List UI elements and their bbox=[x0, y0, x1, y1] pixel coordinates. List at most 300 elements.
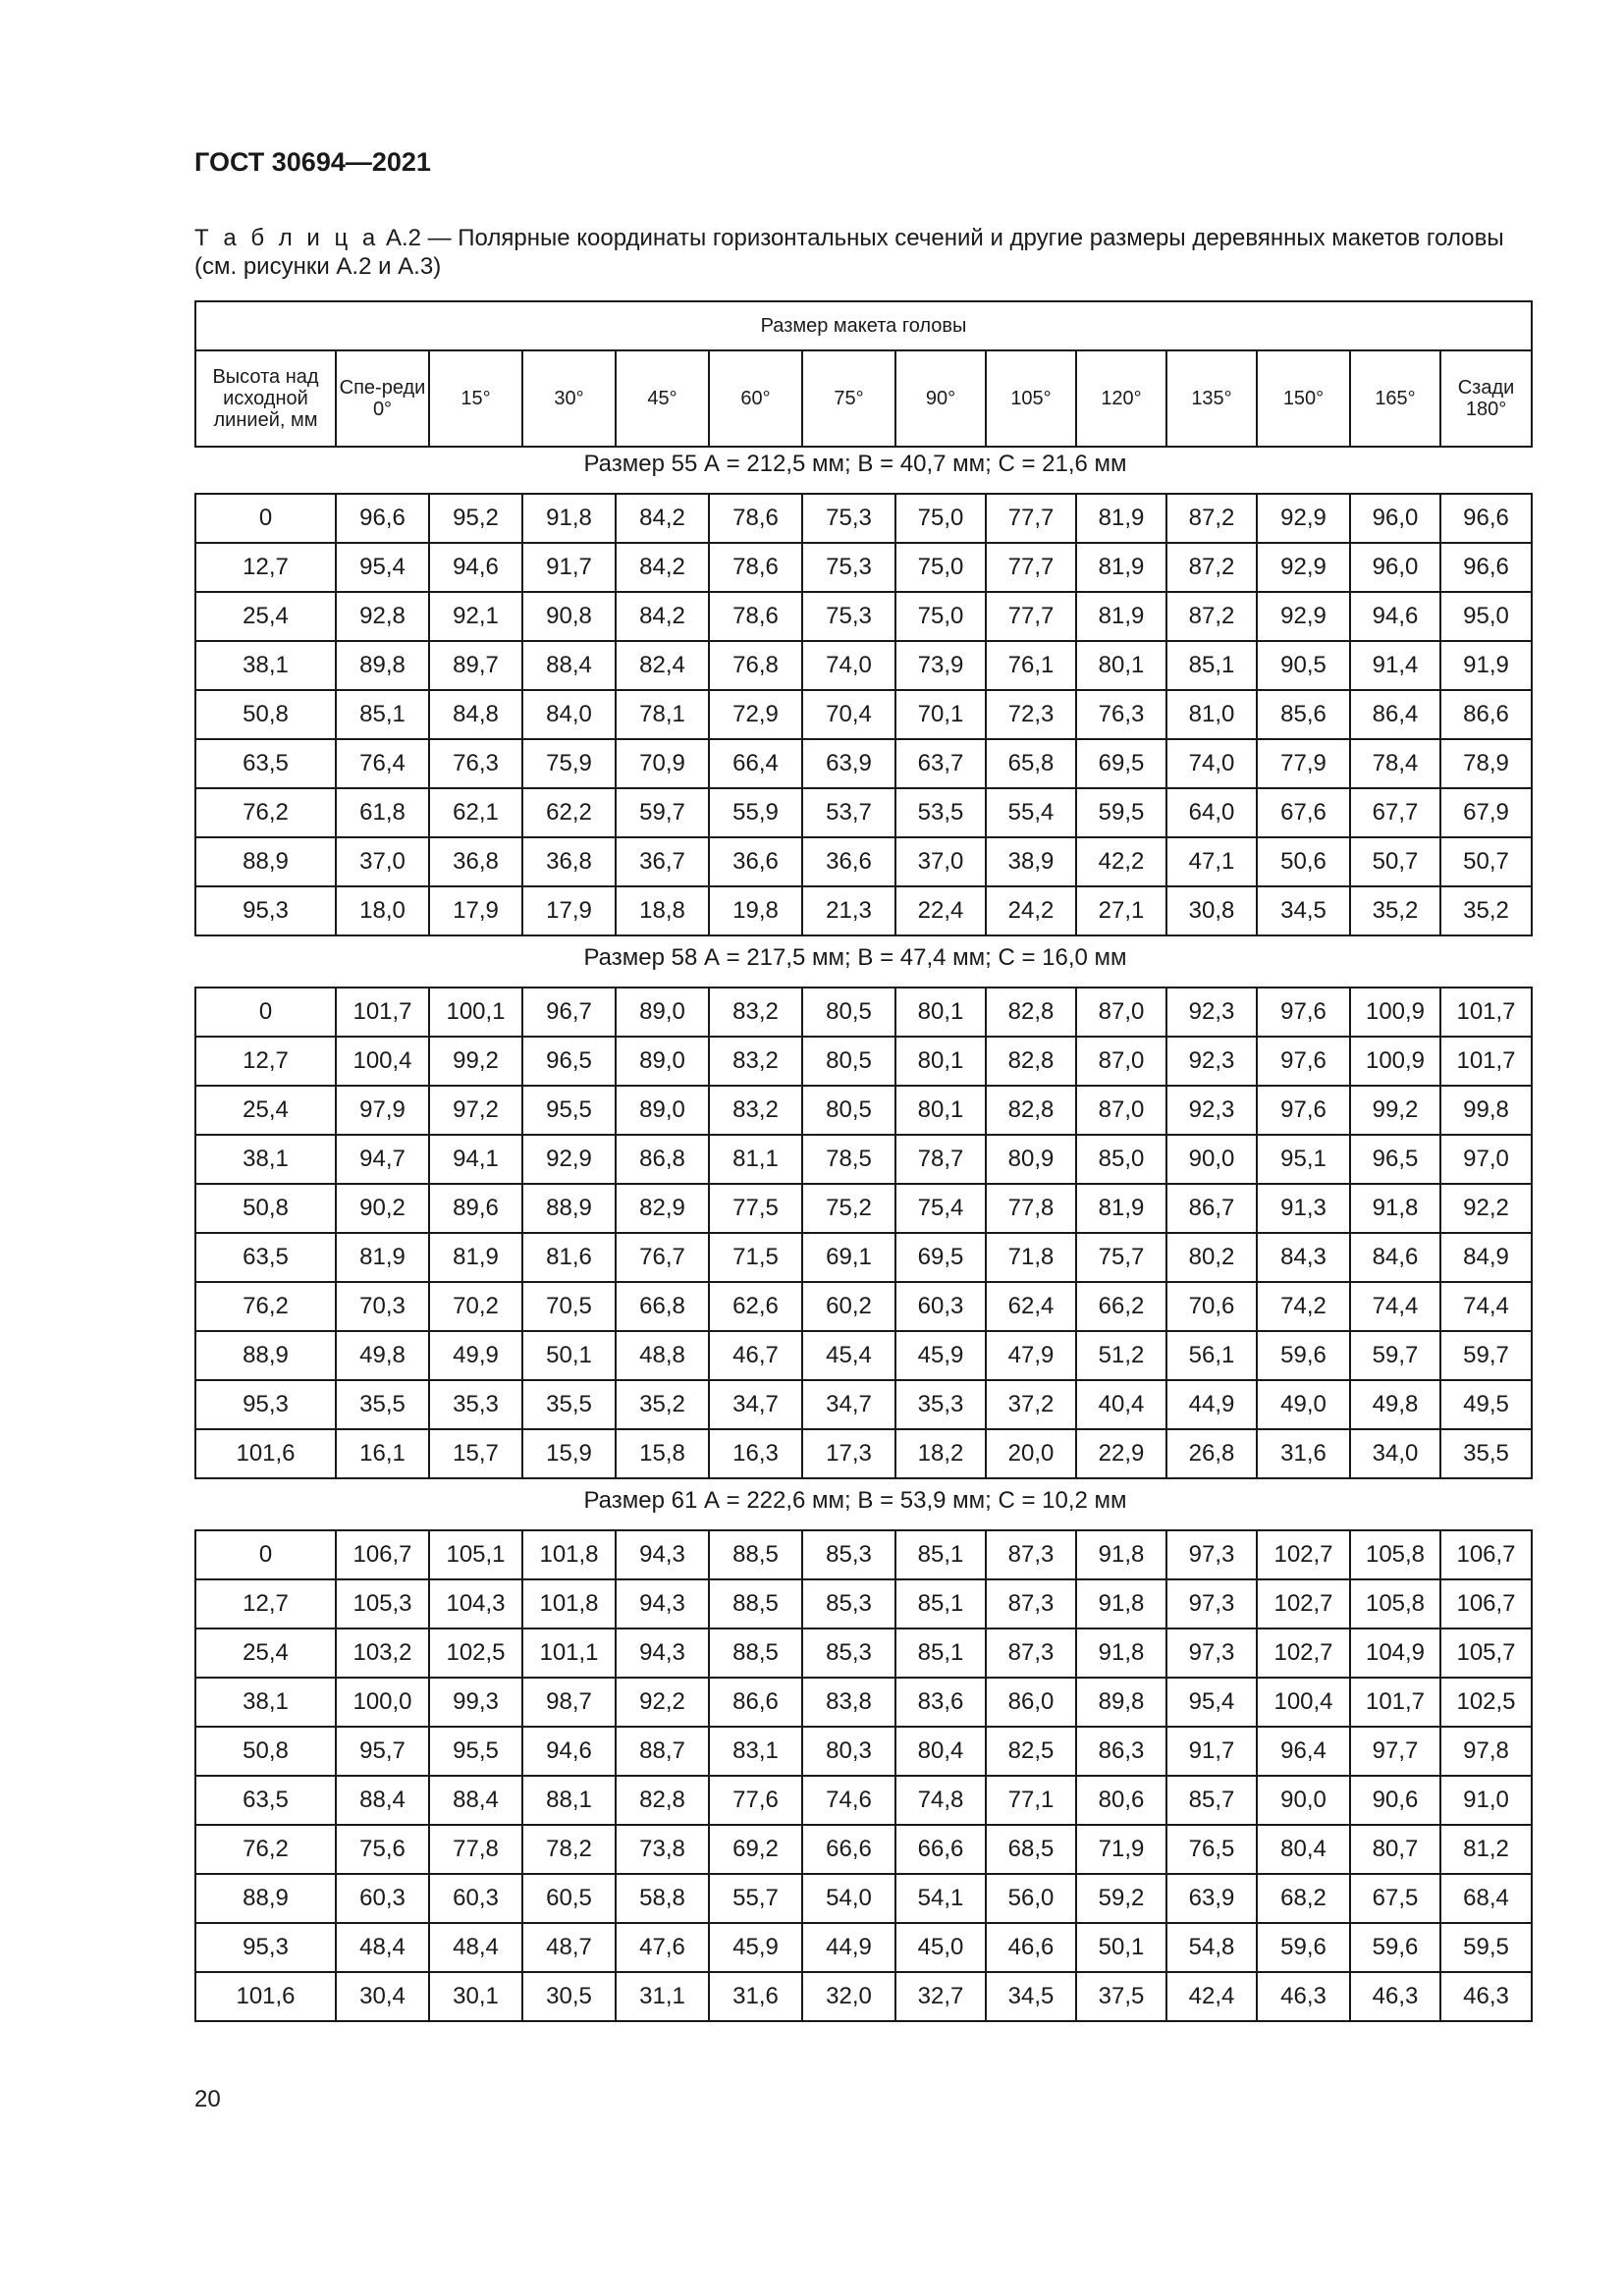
value-cell: 97,7 bbox=[1350, 1727, 1440, 1776]
value-cell: 97,0 bbox=[1440, 1135, 1532, 1184]
value-cell: 47,6 bbox=[616, 1923, 709, 1972]
value-cell: 59,6 bbox=[1350, 1923, 1440, 1972]
value-cell: 61,8 bbox=[336, 788, 429, 837]
value-cell: 90,0 bbox=[1166, 1135, 1257, 1184]
value-cell: 77,6 bbox=[709, 1776, 802, 1825]
value-cell: 55,4 bbox=[986, 788, 1076, 837]
value-cell: 54,8 bbox=[1166, 1923, 1257, 1972]
value-cell: 97,6 bbox=[1257, 1086, 1350, 1135]
value-cell: 30,5 bbox=[522, 1972, 616, 2021]
value-cell: 84,9 bbox=[1440, 1233, 1532, 1282]
column-header: 15° bbox=[429, 350, 522, 447]
value-cell: 66,8 bbox=[616, 1282, 709, 1331]
value-cell: 70,3 bbox=[336, 1282, 429, 1331]
value-cell: 36,6 bbox=[802, 837, 895, 886]
value-cell: 58,8 bbox=[616, 1874, 709, 1923]
value-cell: 78,9 bbox=[1440, 739, 1532, 788]
column-header: 150° bbox=[1257, 350, 1350, 447]
table-row bbox=[195, 1135, 1532, 1184]
value-cell: 72,3 bbox=[986, 690, 1076, 739]
value-cell: 91,3 bbox=[1257, 1184, 1350, 1233]
value-cell: 101,8 bbox=[522, 1579, 616, 1629]
value-cell: 78,5 bbox=[802, 1135, 895, 1184]
value-cell: 96,6 bbox=[336, 494, 429, 543]
height-cell: 76,2 bbox=[195, 1282, 336, 1331]
value-cell: 85,1 bbox=[336, 690, 429, 739]
value-cell: 35,5 bbox=[1440, 1429, 1532, 1478]
table-caption bbox=[194, 224, 1530, 281]
value-cell: 80,3 bbox=[802, 1727, 895, 1776]
value-cell: 34,7 bbox=[802, 1380, 895, 1429]
value-cell: 53,7 bbox=[802, 788, 895, 837]
height-cell: 88,9 bbox=[195, 1874, 336, 1923]
value-cell: 83,2 bbox=[709, 1037, 802, 1086]
value-cell: 60,5 bbox=[522, 1874, 616, 1923]
value-cell: 86,4 bbox=[1350, 690, 1440, 739]
value-cell: 74,4 bbox=[1350, 1282, 1440, 1331]
value-cell: 95,4 bbox=[1166, 1678, 1257, 1727]
value-cell: 46,6 bbox=[986, 1923, 1076, 1972]
value-cell: 100,4 bbox=[1257, 1678, 1350, 1727]
value-cell: 62,2 bbox=[522, 788, 616, 837]
value-cell: 49,8 bbox=[1350, 1380, 1440, 1429]
value-cell: 91,8 bbox=[1350, 1184, 1440, 1233]
value-cell: 85,3 bbox=[802, 1579, 895, 1629]
height-cell: 76,2 bbox=[195, 788, 336, 837]
value-cell: 74,6 bbox=[802, 1776, 895, 1825]
value-cell: 35,3 bbox=[429, 1380, 522, 1429]
value-cell: 80,1 bbox=[895, 1086, 986, 1135]
value-cell: 75,3 bbox=[802, 494, 895, 543]
value-cell: 60,2 bbox=[802, 1282, 895, 1331]
value-cell: 74,8 bbox=[895, 1776, 986, 1825]
value-cell: 90,5 bbox=[1257, 641, 1350, 690]
value-cell: 91,0 bbox=[1440, 1776, 1532, 1825]
value-cell: 80,9 bbox=[986, 1135, 1076, 1184]
value-cell: 86,6 bbox=[1440, 690, 1532, 739]
value-cell: 36,7 bbox=[616, 837, 709, 886]
value-cell: 81,9 bbox=[429, 1233, 522, 1282]
value-cell: 99,8 bbox=[1440, 1086, 1532, 1135]
value-cell: 76,8 bbox=[709, 641, 802, 690]
value-cell: 100,4 bbox=[336, 1037, 429, 1086]
value-cell: 59,5 bbox=[1440, 1923, 1532, 1972]
section-title: Размер 58 А = 217,5 мм; В = 47,4 мм; С = 16,0 мм bbox=[583, 944, 1127, 971]
value-cell: 30,4 bbox=[336, 1972, 429, 2021]
value-cell: 15,7 bbox=[429, 1429, 522, 1478]
value-cell: 54,1 bbox=[895, 1874, 986, 1923]
value-cell: 75,2 bbox=[802, 1184, 895, 1233]
table-row bbox=[195, 1776, 1532, 1825]
value-cell: 83,1 bbox=[709, 1727, 802, 1776]
value-cell: 16,3 bbox=[709, 1429, 802, 1478]
value-cell: 82,8 bbox=[986, 1086, 1076, 1135]
value-cell: 88,4 bbox=[429, 1776, 522, 1825]
height-cell: 0 bbox=[195, 494, 336, 543]
value-cell: 55,7 bbox=[709, 1874, 802, 1923]
value-cell: 80,6 bbox=[1076, 1776, 1166, 1825]
value-cell: 101,7 bbox=[1440, 1037, 1532, 1086]
table-row bbox=[195, 837, 1532, 886]
height-cell: 88,9 bbox=[195, 1331, 336, 1380]
value-cell: 95,7 bbox=[336, 1727, 429, 1776]
value-cell: 99,2 bbox=[1350, 1086, 1440, 1135]
value-cell: 92,9 bbox=[1257, 494, 1350, 543]
value-cell: 70,4 bbox=[802, 690, 895, 739]
value-cell: 97,6 bbox=[1257, 1037, 1350, 1086]
value-cell: 67,7 bbox=[1350, 788, 1440, 837]
value-cell: 76,3 bbox=[429, 739, 522, 788]
value-cell: 84,2 bbox=[616, 592, 709, 641]
value-cell: 88,4 bbox=[336, 1776, 429, 1825]
value-cell: 89,0 bbox=[616, 1037, 709, 1086]
value-cell: 60,3 bbox=[429, 1874, 522, 1923]
header-height-column: Высота над исходной линией, мм bbox=[195, 350, 336, 447]
section-title: Размер 61 А = 222,6 мм; В = 53,9 мм; С = 10,2 мм bbox=[583, 1487, 1127, 1514]
value-cell: 99,3 bbox=[429, 1678, 522, 1727]
value-cell: 63,9 bbox=[1166, 1874, 1257, 1923]
value-cell: 102,7 bbox=[1257, 1530, 1350, 1579]
value-cell: 56,1 bbox=[1166, 1331, 1257, 1380]
value-cell: 91,8 bbox=[1076, 1629, 1166, 1678]
value-cell: 101,8 bbox=[522, 1530, 616, 1579]
value-cell: 45,0 bbox=[895, 1923, 986, 1972]
value-cell: 71,8 bbox=[986, 1233, 1076, 1282]
value-cell: 76,3 bbox=[1076, 690, 1166, 739]
table-row bbox=[195, 690, 1532, 739]
value-cell: 68,2 bbox=[1257, 1874, 1350, 1923]
value-cell: 19,8 bbox=[709, 886, 802, 935]
value-cell: 100,9 bbox=[1350, 1037, 1440, 1086]
value-cell: 35,2 bbox=[616, 1380, 709, 1429]
value-cell: 97,3 bbox=[1166, 1530, 1257, 1579]
table-row bbox=[195, 543, 1532, 592]
value-cell: 77,7 bbox=[986, 543, 1076, 592]
value-cell: 55,9 bbox=[709, 788, 802, 837]
value-cell: 83,8 bbox=[802, 1678, 895, 1727]
value-cell: 75,6 bbox=[336, 1825, 429, 1874]
value-cell: 47,1 bbox=[1166, 837, 1257, 886]
value-cell: 81,9 bbox=[1076, 1184, 1166, 1233]
value-cell: 84,8 bbox=[429, 690, 522, 739]
value-cell: 67,6 bbox=[1257, 788, 1350, 837]
table-row bbox=[195, 1184, 1532, 1233]
value-cell: 50,1 bbox=[1076, 1923, 1166, 1972]
value-cell: 87,2 bbox=[1166, 543, 1257, 592]
value-cell: 78,2 bbox=[522, 1825, 616, 1874]
value-cell: 81,2 bbox=[1440, 1825, 1532, 1874]
value-cell: 85,3 bbox=[802, 1629, 895, 1678]
value-cell: 101,7 bbox=[1440, 988, 1532, 1037]
value-cell: 80,7 bbox=[1350, 1825, 1440, 1874]
value-cell: 91,7 bbox=[1166, 1727, 1257, 1776]
value-cell: 36,8 bbox=[522, 837, 616, 886]
value-cell: 17,3 bbox=[802, 1429, 895, 1478]
table-row bbox=[195, 1086, 1532, 1135]
table-title: Размер макета головы bbox=[195, 301, 1532, 350]
value-cell: 59,7 bbox=[1440, 1331, 1532, 1380]
value-cell: 83,2 bbox=[709, 1086, 802, 1135]
value-cell: 51,2 bbox=[1076, 1331, 1166, 1380]
value-cell: 20,0 bbox=[986, 1429, 1076, 1478]
table-row bbox=[195, 1282, 1532, 1331]
value-cell: 84,2 bbox=[616, 543, 709, 592]
value-cell: 22,9 bbox=[1076, 1429, 1166, 1478]
value-cell: 46,7 bbox=[709, 1331, 802, 1380]
value-cell: 87,0 bbox=[1076, 1037, 1166, 1086]
value-cell: 69,5 bbox=[895, 1233, 986, 1282]
value-cell: 68,4 bbox=[1440, 1874, 1532, 1923]
height-cell: 25,4 bbox=[195, 1086, 336, 1135]
height-cell: 12,7 bbox=[195, 1037, 336, 1086]
value-cell: 96,5 bbox=[522, 1037, 616, 1086]
value-cell: 78,6 bbox=[709, 494, 802, 543]
value-cell: 80,2 bbox=[1166, 1233, 1257, 1282]
value-cell: 62,6 bbox=[709, 1282, 802, 1331]
value-cell: 83,6 bbox=[895, 1678, 986, 1727]
value-cell: 47,9 bbox=[986, 1331, 1076, 1380]
table-row bbox=[195, 1233, 1532, 1282]
table-row bbox=[195, 1429, 1532, 1478]
value-cell: 77,8 bbox=[986, 1184, 1076, 1233]
value-cell: 89,0 bbox=[616, 1086, 709, 1135]
value-cell: 48,7 bbox=[522, 1923, 616, 1972]
value-cell: 69,2 bbox=[709, 1825, 802, 1874]
value-cell: 37,0 bbox=[895, 837, 986, 886]
value-cell: 30,1 bbox=[429, 1972, 522, 2021]
height-cell: 63,5 bbox=[195, 1776, 336, 1825]
value-cell: 54,0 bbox=[802, 1874, 895, 1923]
value-cell: 77,1 bbox=[986, 1776, 1076, 1825]
value-cell: 75,0 bbox=[895, 543, 986, 592]
value-cell: 91,4 bbox=[1350, 641, 1440, 690]
value-cell: 99,2 bbox=[429, 1037, 522, 1086]
column-header: 120° bbox=[1076, 350, 1166, 447]
value-cell: 84,2 bbox=[616, 494, 709, 543]
value-cell: 44,9 bbox=[1166, 1380, 1257, 1429]
value-cell: 92,2 bbox=[616, 1678, 709, 1727]
value-cell: 80,1 bbox=[895, 988, 986, 1037]
value-cell: 91,8 bbox=[522, 494, 616, 543]
value-cell: 59,7 bbox=[1350, 1331, 1440, 1380]
section-table bbox=[194, 493, 1533, 936]
page-number: 20 bbox=[194, 2086, 221, 2112]
value-cell: 60,3 bbox=[895, 1282, 986, 1331]
value-cell: 98,7 bbox=[522, 1678, 616, 1727]
height-cell: 12,7 bbox=[195, 543, 336, 592]
value-cell: 96,4 bbox=[1257, 1727, 1350, 1776]
value-cell: 34,0 bbox=[1350, 1429, 1440, 1478]
value-cell: 82,4 bbox=[616, 641, 709, 690]
value-cell: 102,5 bbox=[429, 1629, 522, 1678]
value-cell: 104,9 bbox=[1350, 1629, 1440, 1678]
value-cell: 46,3 bbox=[1350, 1972, 1440, 2021]
value-cell: 53,5 bbox=[895, 788, 986, 837]
value-cell: 92,9 bbox=[1257, 543, 1350, 592]
value-cell: 105,8 bbox=[1350, 1530, 1440, 1579]
column-header: 165° bbox=[1350, 350, 1440, 447]
height-cell: 95,3 bbox=[195, 1923, 336, 1972]
value-cell: 35,3 bbox=[895, 1380, 986, 1429]
value-cell: 86,6 bbox=[709, 1678, 802, 1727]
value-cell: 80,5 bbox=[802, 1086, 895, 1135]
value-cell: 89,7 bbox=[429, 641, 522, 690]
value-cell: 46,3 bbox=[1440, 1972, 1532, 2021]
value-cell: 80,4 bbox=[895, 1727, 986, 1776]
value-cell: 66,2 bbox=[1076, 1282, 1166, 1331]
table-row bbox=[195, 1923, 1532, 1972]
value-cell: 80,1 bbox=[895, 1037, 986, 1086]
value-cell: 94,3 bbox=[616, 1579, 709, 1629]
value-cell: 82,5 bbox=[986, 1727, 1076, 1776]
value-cell: 76,7 bbox=[616, 1233, 709, 1282]
value-cell: 40,4 bbox=[1076, 1380, 1166, 1429]
value-cell: 97,3 bbox=[1166, 1579, 1257, 1629]
value-cell: 96,6 bbox=[1440, 494, 1532, 543]
value-cell: 81,1 bbox=[709, 1135, 802, 1184]
value-cell: 50,7 bbox=[1350, 837, 1440, 886]
value-cell: 88,5 bbox=[709, 1629, 802, 1678]
value-cell: 97,9 bbox=[336, 1086, 429, 1135]
height-cell: 38,1 bbox=[195, 641, 336, 690]
column-header: 60° bbox=[709, 350, 802, 447]
table-row bbox=[195, 739, 1532, 788]
value-cell: 94,1 bbox=[429, 1135, 522, 1184]
value-cell: 84,3 bbox=[1257, 1233, 1350, 1282]
value-cell: 85,1 bbox=[895, 1530, 986, 1579]
height-cell: 50,8 bbox=[195, 1184, 336, 1233]
value-cell: 78,6 bbox=[709, 592, 802, 641]
value-cell: 74,4 bbox=[1440, 1282, 1532, 1331]
value-cell: 105,3 bbox=[336, 1579, 429, 1629]
value-cell: 15,9 bbox=[522, 1429, 616, 1478]
value-cell: 81,9 bbox=[1076, 494, 1166, 543]
value-cell: 63,7 bbox=[895, 739, 986, 788]
height-cell: 50,8 bbox=[195, 1727, 336, 1776]
column-header: Сзади 180° bbox=[1440, 350, 1532, 447]
value-cell: 88,5 bbox=[709, 1530, 802, 1579]
value-cell: 92,9 bbox=[522, 1135, 616, 1184]
section-table bbox=[194, 987, 1533, 1479]
value-cell: 60,3 bbox=[336, 1874, 429, 1923]
value-cell: 102,7 bbox=[1257, 1629, 1350, 1678]
value-cell: 87,3 bbox=[986, 1629, 1076, 1678]
value-cell: 17,9 bbox=[429, 886, 522, 935]
column-header: 90° bbox=[895, 350, 986, 447]
value-cell: 18,8 bbox=[616, 886, 709, 935]
value-cell: 85,1 bbox=[1166, 641, 1257, 690]
height-cell: 50,8 bbox=[195, 690, 336, 739]
value-cell: 91,9 bbox=[1440, 641, 1532, 690]
value-cell: 49,9 bbox=[429, 1331, 522, 1380]
value-cell: 64,0 bbox=[1166, 788, 1257, 837]
value-cell: 92,2 bbox=[1440, 1184, 1532, 1233]
height-cell: 101,6 bbox=[195, 1972, 336, 2021]
value-cell: 70,2 bbox=[429, 1282, 522, 1331]
value-cell: 106,7 bbox=[1440, 1579, 1532, 1629]
value-cell: 81,9 bbox=[1076, 592, 1166, 641]
value-cell: 92,3 bbox=[1166, 988, 1257, 1037]
value-cell: 36,8 bbox=[429, 837, 522, 886]
value-cell: 97,2 bbox=[429, 1086, 522, 1135]
section-title: Размер 55 А = 212,5 мм; В = 40,7 мм; С = 21,6 мм bbox=[583, 451, 1127, 477]
table-row bbox=[195, 494, 1532, 543]
caption-text: А.2 — Полярные координаты горизонтальных сечений и другие размеры деревянных макетов головы (см. рисунки А.2 и А.3) bbox=[194, 225, 1504, 280]
value-cell: 94,6 bbox=[1350, 592, 1440, 641]
table-header bbox=[194, 300, 1533, 448]
value-cell: 92,3 bbox=[1166, 1037, 1257, 1086]
value-cell: 85,3 bbox=[802, 1530, 895, 1579]
value-cell: 77,7 bbox=[986, 494, 1076, 543]
value-cell: 100,9 bbox=[1350, 988, 1440, 1037]
value-cell: 80,5 bbox=[802, 1037, 895, 1086]
value-cell: 102,5 bbox=[1440, 1678, 1532, 1727]
value-cell: 76,5 bbox=[1166, 1825, 1257, 1874]
value-cell: 73,8 bbox=[616, 1825, 709, 1874]
value-cell: 87,0 bbox=[1076, 1086, 1166, 1135]
value-cell: 50,6 bbox=[1257, 837, 1350, 886]
value-cell: 63,9 bbox=[802, 739, 895, 788]
value-cell: 89,6 bbox=[429, 1184, 522, 1233]
value-cell: 45,9 bbox=[895, 1331, 986, 1380]
value-cell: 59,6 bbox=[1257, 1331, 1350, 1380]
value-cell: 34,7 bbox=[709, 1380, 802, 1429]
value-cell: 31,6 bbox=[709, 1972, 802, 2021]
value-cell: 86,0 bbox=[986, 1678, 1076, 1727]
value-cell: 88,1 bbox=[522, 1776, 616, 1825]
value-cell: 86,3 bbox=[1076, 1727, 1166, 1776]
value-cell: 78,4 bbox=[1350, 739, 1440, 788]
value-cell: 45,9 bbox=[709, 1923, 802, 1972]
value-cell: 77,8 bbox=[429, 1825, 522, 1874]
value-cell: 104,3 bbox=[429, 1579, 522, 1629]
value-cell: 31,6 bbox=[1257, 1429, 1350, 1478]
value-cell: 96,5 bbox=[1350, 1135, 1440, 1184]
value-cell: 97,6 bbox=[1257, 988, 1350, 1037]
value-cell: 69,5 bbox=[1076, 739, 1166, 788]
value-cell: 30,8 bbox=[1166, 886, 1257, 935]
value-cell: 81,9 bbox=[336, 1233, 429, 1282]
value-cell: 100,0 bbox=[336, 1678, 429, 1727]
column-header: 45° bbox=[616, 350, 709, 447]
table-row bbox=[195, 1037, 1532, 1086]
height-cell: 76,2 bbox=[195, 1825, 336, 1874]
value-cell: 94,3 bbox=[616, 1629, 709, 1678]
value-cell: 72,9 bbox=[709, 690, 802, 739]
value-cell: 37,2 bbox=[986, 1380, 1076, 1429]
value-cell: 101,7 bbox=[1350, 1678, 1440, 1727]
value-cell: 81,0 bbox=[1166, 690, 1257, 739]
table-row bbox=[195, 988, 1532, 1037]
value-cell: 75,4 bbox=[895, 1184, 986, 1233]
value-cell: 92,8 bbox=[336, 592, 429, 641]
value-cell: 22,4 bbox=[895, 886, 986, 935]
value-cell: 44,9 bbox=[802, 1923, 895, 1972]
value-cell: 94,6 bbox=[429, 543, 522, 592]
value-cell: 90,0 bbox=[1257, 1776, 1350, 1825]
value-cell: 105,7 bbox=[1440, 1629, 1532, 1678]
table-row bbox=[195, 1530, 1532, 1579]
value-cell: 66,6 bbox=[895, 1825, 986, 1874]
column-header: 135° bbox=[1166, 350, 1257, 447]
table-row bbox=[195, 1678, 1532, 1727]
value-cell: 84,0 bbox=[522, 690, 616, 739]
value-cell: 48,4 bbox=[429, 1923, 522, 1972]
value-cell: 95,5 bbox=[429, 1727, 522, 1776]
height-cell: 0 bbox=[195, 1530, 336, 1579]
value-cell: 88,5 bbox=[709, 1579, 802, 1629]
section-table bbox=[194, 1529, 1533, 2022]
